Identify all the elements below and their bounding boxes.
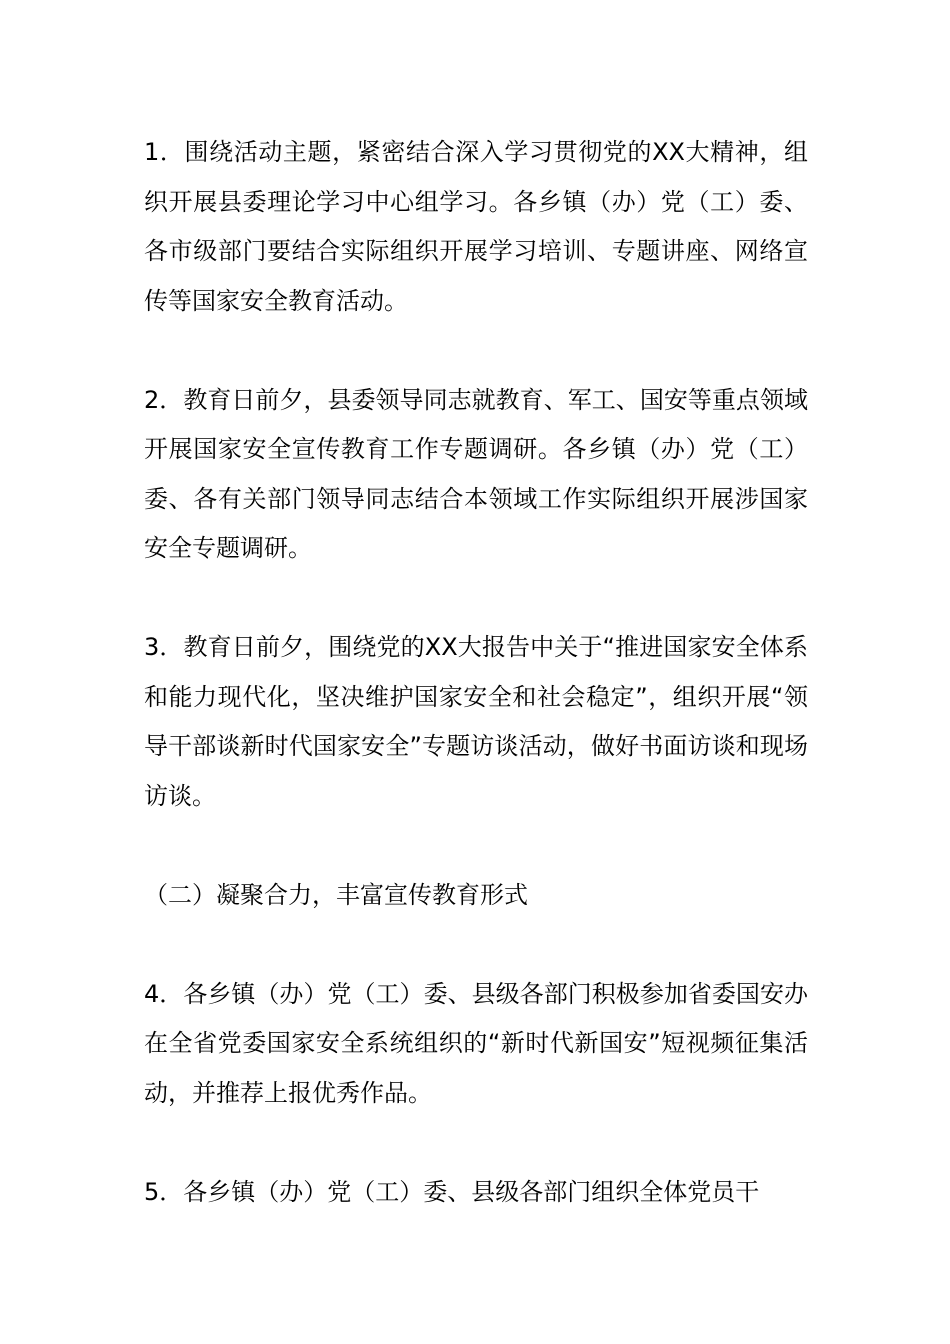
document-body [144,128,808,1217]
paragraph-item-1: 1．围绕活动主题，紧密结合深入学习贯彻党的XX大精神，组织开展县委理论学习中心组学习。各乡镇（办）党（工）委、各市级部门要结合实际组织开展学习培训、专题讲座、网络宣传等国家安全教育活动。 [144,138,808,315]
paragraph-item-3: 3．教育日前夕，围绕党的XX大报告中关于“推进国家安全体系和能力现代化，坚决维护国家安全和社会稳定”，组织开展“领导干部谈新时代国家安全”专题访谈活动，做好书面访谈和现场访谈。 [144,633,808,810]
paragraph-item-2: 2．教育日前夕，县委领导同志就教育、军工、国安等重点领域开展国家安全宣传教育工作专题调研。各乡镇（办）党（工）委、各有关部门领导同志结合本领域工作实际组织开展涉国家安全专题调研。 [144,385,808,562]
paragraph-item-4: 4．各乡镇（办）党（工）委、县级各部门积极参加省委国安办在全省党委国家安全系统组织的“新时代新国安”短视频征集活动，并推荐上报优秀作品。 [144,979,808,1107]
paragraph-item-5: 5．各乡镇（办）党（工）委、县级各部门组织全体党员干 [144,1177,760,1206]
section-heading: （二）凝聚合力，丰富宣传教育形式 [144,880,528,909]
